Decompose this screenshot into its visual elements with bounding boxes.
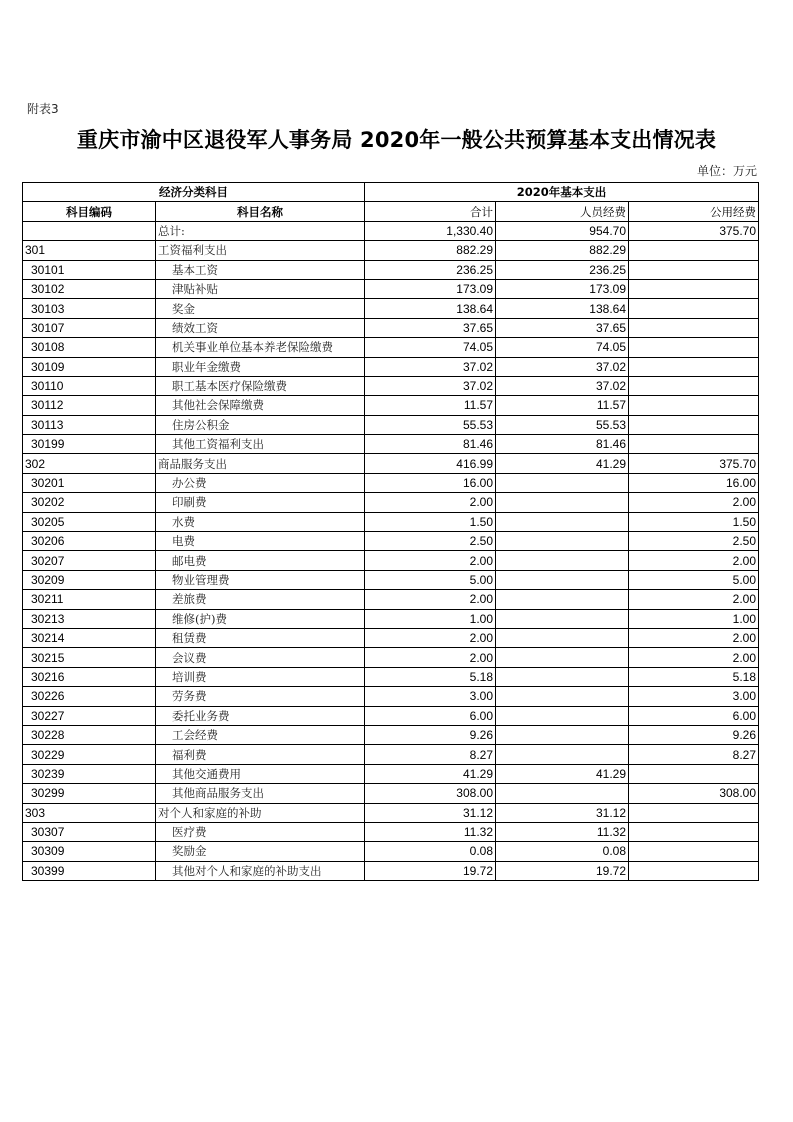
header-economic-classification: 经济分类科目 [23, 183, 365, 202]
cell-name: 其他对个人和家庭的补助支出 [156, 861, 365, 880]
cell-public: 5.00 [629, 570, 759, 589]
cell-public: 2.00 [629, 628, 759, 647]
cell-total: 1,330.40 [365, 221, 496, 240]
cell-total: 0.08 [365, 842, 496, 861]
table-row [23, 667, 759, 686]
table-row [23, 221, 759, 240]
table-row [23, 241, 759, 260]
header-public: 公用经费 [629, 202, 759, 221]
table-row [23, 861, 759, 880]
cell-total: 236.25 [365, 260, 496, 279]
cell-code: 30107 [23, 318, 156, 337]
table-row [23, 260, 759, 279]
cell-total: 2.00 [365, 628, 496, 647]
table-row [23, 822, 759, 841]
cell-name: 邮电费 [156, 551, 365, 570]
cell-total: 2.00 [365, 551, 496, 570]
cell-name: 物业管理费 [156, 570, 365, 589]
header-basic-expenditure: 2020年基本支出 [365, 183, 759, 202]
cell-code: 30110 [23, 376, 156, 395]
cell-name: 总计: [156, 221, 365, 240]
cell-code: 30299 [23, 784, 156, 803]
cell-personnel: 19.72 [496, 861, 629, 880]
cell-code: 30213 [23, 609, 156, 628]
cell-personnel: 81.46 [496, 435, 629, 454]
cell-code: 30108 [23, 338, 156, 357]
cell-public [629, 241, 759, 260]
cell-total: 2.00 [365, 493, 496, 512]
cell-code: 30206 [23, 532, 156, 551]
table-row [23, 842, 759, 861]
cell-personnel [496, 706, 629, 725]
cell-public [629, 764, 759, 783]
cell-code: 30309 [23, 842, 156, 861]
cell-total: 5.00 [365, 570, 496, 589]
cell-personnel [496, 667, 629, 686]
cell-personnel: 954.70 [496, 221, 629, 240]
cell-personnel: 882.29 [496, 241, 629, 260]
cell-public: 375.70 [629, 454, 759, 473]
cell-name: 会议费 [156, 648, 365, 667]
cell-total: 882.29 [365, 241, 496, 260]
cell-code: 30215 [23, 648, 156, 667]
cell-public: 2.00 [629, 648, 759, 667]
cell-public: 2.00 [629, 551, 759, 570]
cell-public [629, 260, 759, 279]
cell-name: 医疗费 [156, 822, 365, 841]
table-row [23, 415, 759, 434]
cell-public [629, 318, 759, 337]
cell-name: 奖励金 [156, 842, 365, 861]
table-row [23, 745, 759, 764]
cell-personnel: 37.65 [496, 318, 629, 337]
cell-public [629, 415, 759, 434]
cell-public: 2.00 [629, 590, 759, 609]
cell-personnel: 0.08 [496, 842, 629, 861]
cell-personnel: 37.02 [496, 376, 629, 395]
cell-total: 1.00 [365, 609, 496, 628]
cell-code: 30307 [23, 822, 156, 841]
table-row [23, 570, 759, 589]
cell-personnel [496, 590, 629, 609]
cell-total: 2.00 [365, 648, 496, 667]
cell-name: 商品服务支出 [156, 454, 365, 473]
cell-code: 30228 [23, 725, 156, 744]
cell-code: 30216 [23, 667, 156, 686]
cell-personnel [496, 532, 629, 551]
table-row [23, 590, 759, 609]
cell-total: 37.02 [365, 376, 496, 395]
cell-public: 2.50 [629, 532, 759, 551]
cell-total: 81.46 [365, 435, 496, 454]
cell-public [629, 861, 759, 880]
cell-code: 30205 [23, 512, 156, 531]
table-row [23, 648, 759, 667]
cell-personnel: 236.25 [496, 260, 629, 279]
cell-total: 3.00 [365, 687, 496, 706]
cell-public: 308.00 [629, 784, 759, 803]
cell-public [629, 842, 759, 861]
cell-public: 8.27 [629, 745, 759, 764]
cell-personnel: 11.32 [496, 822, 629, 841]
cell-name: 培训费 [156, 667, 365, 686]
cell-name: 其他交通费用 [156, 764, 365, 783]
cell-total: 16.00 [365, 473, 496, 492]
cell-name: 电费 [156, 532, 365, 551]
table-row [23, 435, 759, 454]
cell-public: 16.00 [629, 473, 759, 492]
cell-public: 1.00 [629, 609, 759, 628]
table-row [23, 279, 759, 298]
cell-total: 37.02 [365, 357, 496, 376]
cell-code: 30227 [23, 706, 156, 725]
cell-code: 30209 [23, 570, 156, 589]
cell-name: 其他社会保障缴费 [156, 396, 365, 415]
cell-total: 2.50 [365, 532, 496, 551]
cell-public [629, 338, 759, 357]
cell-name: 住房公积金 [156, 415, 365, 434]
budget-table [22, 182, 759, 881]
cell-code [23, 221, 156, 240]
cell-total: 11.57 [365, 396, 496, 415]
cell-personnel: 31.12 [496, 803, 629, 822]
cell-public [629, 376, 759, 395]
cell-public: 3.00 [629, 687, 759, 706]
header-group-row [23, 183, 759, 202]
cell-code: 303 [23, 803, 156, 822]
cell-name: 机关事业单位基本养老保险缴费 [156, 338, 365, 357]
header-personnel: 人员经费 [496, 202, 629, 221]
cell-name: 基本工资 [156, 260, 365, 279]
cell-total: 74.05 [365, 338, 496, 357]
cell-name: 委托业务费 [156, 706, 365, 725]
table-row [23, 725, 759, 744]
cell-name: 办公费 [156, 473, 365, 492]
cell-name: 维修(护)费 [156, 609, 365, 628]
cell-personnel [496, 687, 629, 706]
cell-public [629, 822, 759, 841]
cell-public: 5.18 [629, 667, 759, 686]
header-code: 科目编码 [23, 202, 156, 221]
cell-total: 41.29 [365, 764, 496, 783]
cell-public [629, 396, 759, 415]
cell-personnel [496, 551, 629, 570]
cell-name: 津贴补贴 [156, 279, 365, 298]
annex-label: 附表3 [27, 102, 59, 116]
cell-public: 375.70 [629, 221, 759, 240]
cell-total: 9.26 [365, 725, 496, 744]
cell-code: 30199 [23, 435, 156, 454]
cell-personnel: 74.05 [496, 338, 629, 357]
cell-total: 37.65 [365, 318, 496, 337]
cell-code: 30202 [23, 493, 156, 512]
cell-name: 印刷费 [156, 493, 365, 512]
cell-personnel [496, 609, 629, 628]
cell-personnel: 55.53 [496, 415, 629, 434]
cell-personnel: 11.57 [496, 396, 629, 415]
table-row [23, 764, 759, 783]
cell-code: 30112 [23, 396, 156, 415]
table-row [23, 687, 759, 706]
cell-name: 其他工资福利支出 [156, 435, 365, 454]
cell-name: 差旅费 [156, 590, 365, 609]
table-row [23, 299, 759, 318]
cell-public: 1.50 [629, 512, 759, 531]
cell-total: 308.00 [365, 784, 496, 803]
cell-code: 302 [23, 454, 156, 473]
cell-code: 30211 [23, 590, 156, 609]
cell-code: 30239 [23, 764, 156, 783]
cell-total: 2.00 [365, 590, 496, 609]
table-row [23, 493, 759, 512]
cell-public: 6.00 [629, 706, 759, 725]
cell-name: 劳务费 [156, 687, 365, 706]
cell-public [629, 299, 759, 318]
cell-personnel [496, 512, 629, 531]
cell-name: 职业年金缴费 [156, 357, 365, 376]
table-row [23, 784, 759, 803]
cell-name: 对个人和家庭的补助 [156, 803, 365, 822]
cell-personnel [496, 648, 629, 667]
table-row [23, 532, 759, 551]
cell-personnel [496, 725, 629, 744]
table-row [23, 706, 759, 725]
cell-name: 职工基本医疗保险缴费 [156, 376, 365, 395]
cell-total: 55.53 [365, 415, 496, 434]
cell-personnel: 138.64 [496, 299, 629, 318]
table-row [23, 454, 759, 473]
cell-total: 173.09 [365, 279, 496, 298]
table-row [23, 609, 759, 628]
cell-public [629, 357, 759, 376]
cell-name: 租赁费 [156, 628, 365, 647]
cell-personnel [496, 493, 629, 512]
cell-code: 30113 [23, 415, 156, 434]
table-row [23, 338, 759, 357]
cell-total: 19.72 [365, 861, 496, 880]
cell-personnel: 41.29 [496, 454, 629, 473]
cell-total: 5.18 [365, 667, 496, 686]
cell-name: 其他商品服务支出 [156, 784, 365, 803]
cell-code: 30399 [23, 861, 156, 880]
cell-code: 30214 [23, 628, 156, 647]
cell-code: 30103 [23, 299, 156, 318]
unit-label: 单位：万元 [696, 164, 757, 178]
cell-total: 138.64 [365, 299, 496, 318]
cell-code: 30201 [23, 473, 156, 492]
cell-personnel: 173.09 [496, 279, 629, 298]
cell-personnel: 37.02 [496, 357, 629, 376]
cell-code: 30207 [23, 551, 156, 570]
cell-total: 31.12 [365, 803, 496, 822]
cell-code: 30109 [23, 357, 156, 376]
cell-code: 30102 [23, 279, 156, 298]
cell-name: 工资福利支出 [156, 241, 365, 260]
cell-public: 2.00 [629, 493, 759, 512]
table-row [23, 376, 759, 395]
cell-name: 奖金 [156, 299, 365, 318]
header-column-row [23, 202, 759, 221]
cell-public: 9.26 [629, 725, 759, 744]
cell-personnel [496, 570, 629, 589]
page-title: 重庆市渝中区退役军人事务局 2020年一般公共预算基本支出情况表 [76, 128, 717, 152]
header-total: 合计 [365, 202, 496, 221]
cell-personnel [496, 745, 629, 764]
cell-personnel [496, 784, 629, 803]
cell-total: 1.50 [365, 512, 496, 531]
cell-name: 绩效工资 [156, 318, 365, 337]
cell-code: 301 [23, 241, 156, 260]
table-row [23, 357, 759, 376]
table-row [23, 473, 759, 492]
cell-total: 8.27 [365, 745, 496, 764]
cell-code: 30229 [23, 745, 156, 764]
cell-total: 11.32 [365, 822, 496, 841]
table-row [23, 512, 759, 531]
cell-personnel [496, 473, 629, 492]
table-row [23, 628, 759, 647]
cell-total: 6.00 [365, 706, 496, 725]
cell-personnel: 41.29 [496, 764, 629, 783]
cell-total: 416.99 [365, 454, 496, 473]
cell-personnel [496, 628, 629, 647]
cell-public [629, 803, 759, 822]
table-row [23, 551, 759, 570]
cell-public [629, 279, 759, 298]
cell-name: 水费 [156, 512, 365, 531]
cell-public [629, 435, 759, 454]
cell-code: 30101 [23, 260, 156, 279]
cell-name: 福利费 [156, 745, 365, 764]
cell-code: 30226 [23, 687, 156, 706]
table-row [23, 318, 759, 337]
table-row [23, 396, 759, 415]
table-row [23, 803, 759, 822]
cell-name: 工会经费 [156, 725, 365, 744]
header-name: 科目名称 [156, 202, 365, 221]
